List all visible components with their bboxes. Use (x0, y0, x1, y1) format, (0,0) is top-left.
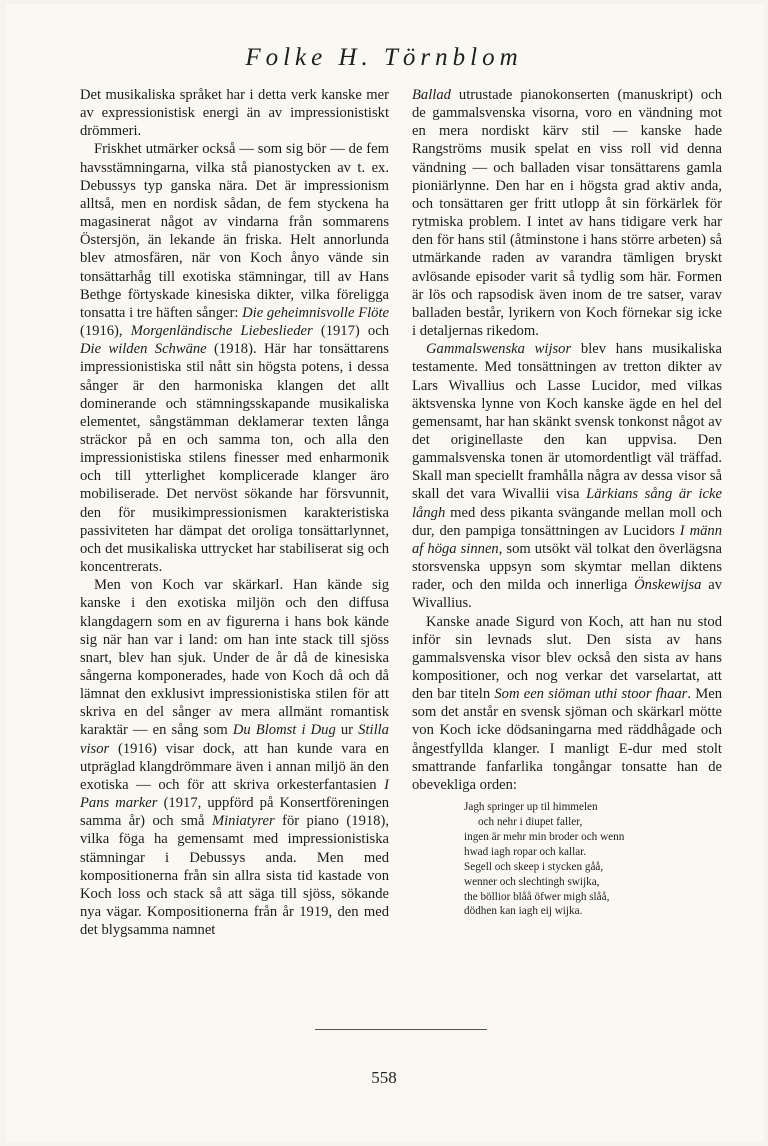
song-title: Die wilden Schwäne (80, 341, 207, 358)
poem-line: ingen är mehr min broder och wenn (464, 830, 625, 843)
paragraph: Ballad utrustade pianokonserten (manuskript) och de gammalsvenska visorna, voro en vändning mot en mera nordiskt kärv stil — kanske hade Rangströms musik spelat en viss roll vid denna vändning — och balladen visar tonsättarens gamla pioniärlynne. Den har en i högsta grad aktiv anda, och tonsättaren ger fritt utlopp åt sin förkärlek för rytmiska problem. I intet av hans tidigare verk har den för hans stil (åtminstone i hans större arbeten) så utmärkande raden av varandra tämligen bryskt avlösande episoder varit så tydlig som här. Formen är lös och rapsodisk även inom de tre satser, varav balladen består, lyrikern von Koch förnekar sig icke i detaljernas rikedom. (412, 87, 722, 340)
work-title: Miniatyrer (211, 813, 275, 830)
song-title: Lärkians sång är icke långh (412, 486, 722, 521)
song-title: Morgenländische Liebeslieder (130, 323, 313, 340)
poem-line: hwad iagh ropar och kallar. (464, 845, 587, 858)
right-column (412, 86, 722, 919)
running-header: Folke H. Törnblom (245, 44, 523, 71)
poem-line: wenner och slechtingh swijka, (464, 875, 600, 888)
poem-line: och nehr i diupet faller, (478, 816, 583, 828)
song-title: Önskewijsa (634, 577, 702, 594)
paragraph: Det musikaliska språket har i detta verk kanske mer av expressionistisk energi än av impressionistiskt drömmeri. (80, 87, 389, 140)
footer-divider (315, 1029, 487, 1030)
song-title: Stilla visor (80, 722, 389, 757)
song-title: I männ af höga sinnen (412, 522, 722, 557)
song-title: Die geheimnisvolle Flöte (242, 304, 389, 321)
left-column (80, 86, 389, 939)
page-number: 558 (371, 1068, 397, 1087)
paragraph: Friskhet utmärker också — som sig bör — de fem havsstämningarna, vilka stå pianostycken av t. ex. Debussys typ ganska nära. Det är impressionism alltså, men en nordisk sådan, de fem styckena ha magasinerat något av vindarna från sommarens Östersjön, än lekande än friska. Helt annorlunda blev atmosfären, när von Koch ånyo vände sin tonsättarhåg till exotiska stämningar, till av Hans Bethge förtyskade kinesiska dikter, vilka föreligga tonsatta i tre häften sånger: Die geheimnisvolle Flöte (1916), Morgenländische Liebeslieder (1917) och Die wilden Schwäne (1918). Här har tonsättarens impressionistiska stil nått sin högsta potens, i dessa sånger är den harmoniska klangen det allt dominerande och stämningsskapande musikaliska elementet, sångstämman deklamerar texten långa sträckor på en och samma ton, och alla den impressionistiska stilens finesser med enharmonik och till ytterlighet komplicerade klanger äro mobiliserade. Det nervöst sökande har försvunnit, den för musikimpressionismen karakteristiska passiviteten har dämpat det oroliga tonsättarlynnet, och det musikaliska uttrycket har stabiliserat sig och koncentrerats. (80, 141, 389, 576)
paragraph: Gammalswenska wijsor blev hans musikaliska testamente. Med tonsättningen av tretton dikter av Lars Wivallius och Lasse Lucidor, med vilkas äktsvenska lynne von Koch kanske ägde en hel del gemensamt, har han skänkt svensk tonkonst något av det originellaste den kan uppvisa. Den gammalsvenska tonen är utomordentligt väl träffad. Skall man speciellt framhålla några av dessa visor så skall det vara Wivallii visa Lärkians sång är icke långh med dess pikanta svängande mellan moll och dur, den pampiga tonsättningen av Lucidors I männ af höga sinnen, som utsökt väl tolkat den överlägsna storsvenska uppsyn som skymtar mellan diktens rader, och den milda och innerliga Önskewijsa av Wivallius. (412, 341, 722, 612)
work-title: I Pans marker (80, 776, 389, 812)
poem-line: dödhen kan iagh eij wijka. (464, 905, 583, 918)
song-title: Du Blomst i Dug (232, 722, 336, 739)
poem-quote (464, 800, 722, 919)
song-title: Som een siöman uthi stoor fhaar (494, 686, 688, 703)
poem-line: the böllior blåå öfwer migh slåå, (464, 890, 610, 903)
paragraph: Men von Koch var skärkarl. Han kände sig kanske i den exotiska miljön och den diffusa klangdagern som en av figurerna i hans bok kände sig när han var i land: om han inte stack till sjöss snart, blev han sjuk. Under de år då de kinesiska sångerna komponerades, hade von Koch då och då lämnat den exklusivt impressionistiska stilen för att skriva en del sånger av mera allmänt romantisk karaktär — en sång som Du Blomst i Dug ur Stilla visor (1916) visar dock, att han kunde vara en utpräglad klangdrömmare även i annan miljö än den exotiska — och för att skriva orkesterfantasien I Pans marker (1917, uppförd på Konsertföreningen samma år) och små Miniatyrer för piano (1918), vilka föga ha gemensamt med impressionistiska stämningar i Debussys anda. Men med kompositionerna från sin allra sista tid kastade von Koch loss och stack så att säga till sjöss, sökande nya vägar. Kompositionerna från år 1919, den med det blygsamma namnet (80, 577, 389, 939)
work-title: Ballad (412, 87, 451, 103)
work-title: Gammalswenska wijsor (426, 341, 572, 358)
poem-line: Segell och skeep i stycken gåå, (464, 860, 604, 873)
paragraph: Kanske anade Sigurd von Koch, att han nu stod inför sin levnads slut. Den sista av hans gammalsvenska visor blev också den sista av hans kompositioner, och nog verkar det varselartat, att den bar titeln Som een siöman uthi stoor fhaar. Men som det anstår en svensk sjöman och skärkarl mötte von Koch icke dödsaningarna med räddhågade och ångestfyllda klanger. I manligt E-dur med stolt smattrande fanfarlika tongångar tonsatte han de obevekliga orden: (412, 613, 722, 793)
poem-line: Jagh springer up til himmelen (464, 801, 598, 814)
